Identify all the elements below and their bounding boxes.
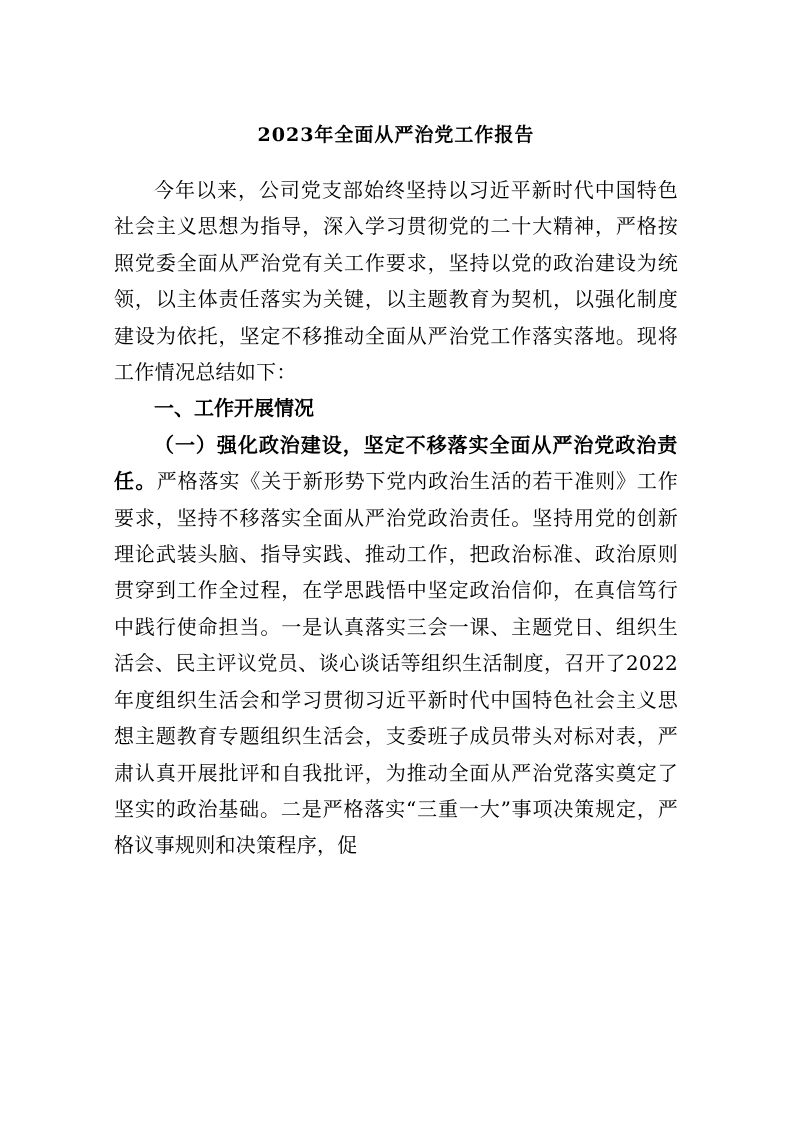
subsection-body: 严格落实《关于新形势下党内政治生活的若干准则》工作要求，坚持不移落实全面从严治党政治责任。坚持用党的创新理论武装头脑、指导实践、推动工作，把政治标准、政治原则贯穿到工作全过程，在学思践悟中坚定政治信仰，在真信笃行中践行使命担当。一是认真落实三会一课、主题党日、组织生活会、民主评议党员、谈心谈话等组织生活制度，召开了2022年度组织生活会和学习贯彻习近平新时代中国特色社会主义思想主题教育专题组织生活会，支委班子成员带头对标对表，严肃认真开展批评和自我批评，为推动全面从严治党落实奠定了坚实的政治基础。二是严格落实“三重一大”事项决策规定，严格议事规则和决策程序，促 <box>114 469 678 858</box>
document-title: 2023年全面从严治党工作报告 <box>257 124 535 146</box>
document-page <box>114 118 678 864</box>
subsection-heading: （一）强化政治建设，坚定不移落实全面从严治党政治责任。 <box>114 432 678 494</box>
section-heading: 一、工作开展情况 <box>154 396 314 421</box>
intro-paragraph: 今年以来，公司党支部始终坚持以习近平新时代中国特色社会主义思想为指导，深入学习贯彻党的二十大精神，严格按照党委全面从严治党有关工作要求，坚持以党的政治建设为统领，以主体责任落实为关键，以主题教育为契机，以强化制度建设为依托，坚定不移推动全面从严治党工作落实落地。现将工作情况总结如下： <box>114 178 678 385</box>
subsection-paragraph <box>114 427 678 864</box>
